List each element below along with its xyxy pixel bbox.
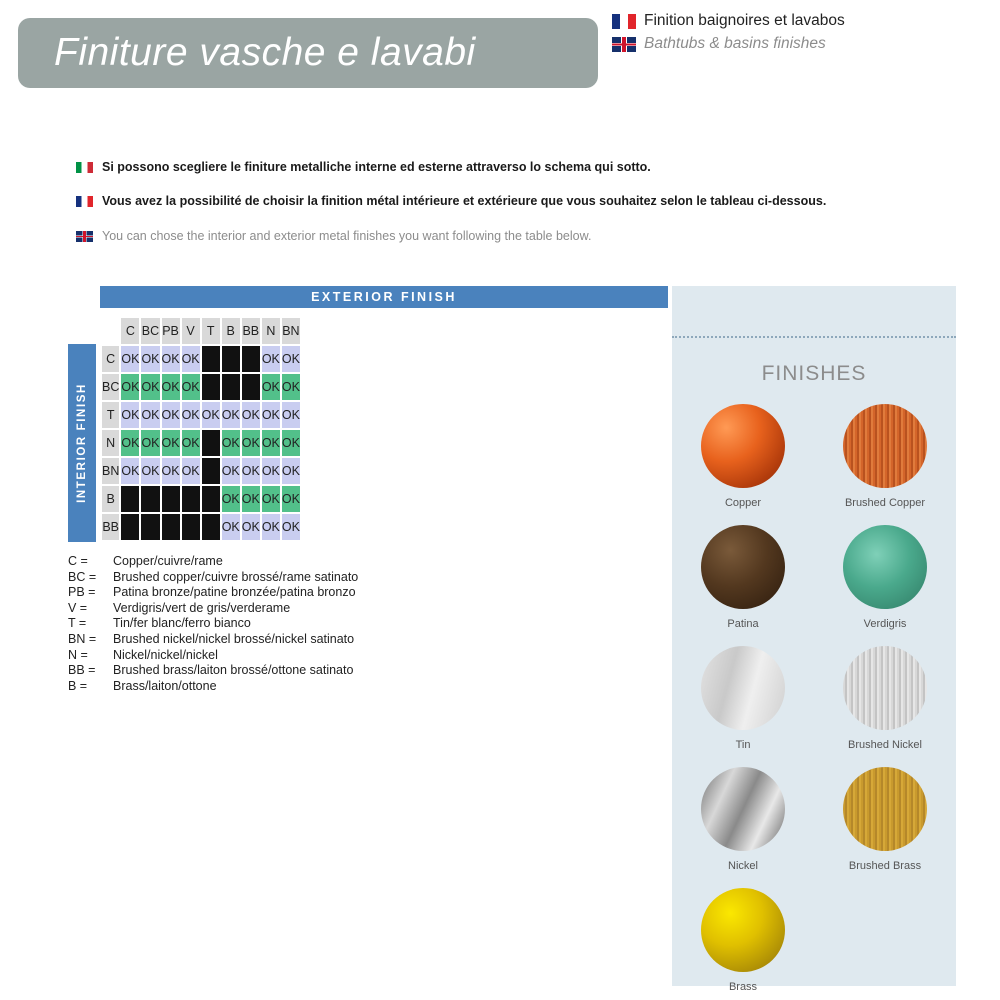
matrix-row-header: T: [102, 402, 119, 428]
matrix-cell: [141, 486, 159, 512]
matrix-cell: OK: [141, 374, 159, 400]
patina-swatch-icon: [701, 525, 785, 609]
finish-swatch: [672, 404, 814, 509]
matrix-cell: [202, 514, 220, 540]
legend-code: BC =: [68, 569, 97, 584]
legend-description: Tin/fer blanc/ferro bianco: [113, 616, 251, 631]
matrix-column-header: T: [202, 318, 220, 344]
matrix-column-header: N: [262, 318, 280, 344]
finish-swatch-label: Brass: [728, 981, 758, 993]
matrix-cell: OK: [242, 402, 260, 428]
legend-description: Copper/cuivre/rame: [113, 554, 223, 568]
matrix-column-header: PB: [162, 318, 180, 344]
intro-french: [76, 194, 826, 208]
matrix-row: [102, 458, 300, 484]
matrix-row-header: B: [102, 486, 119, 512]
finish-swatch-label: Copper: [724, 497, 762, 509]
matrix-table: [100, 316, 302, 542]
matrix-column-header: BB: [242, 318, 260, 344]
legend-code: B =: [68, 678, 88, 693]
matrix-cell: OK: [262, 514, 280, 540]
matrix-row-header: BN: [102, 458, 119, 484]
matrix-row: [102, 514, 300, 540]
legend-code: PB =: [68, 585, 96, 600]
matrix-cell: [141, 514, 159, 540]
matrix-cell: [222, 346, 240, 372]
matrix-cell: [222, 374, 240, 400]
finish-swatch: [672, 767, 814, 872]
matrix-cell: OK: [222, 486, 240, 512]
brushed-copper-swatch-icon: [843, 404, 927, 488]
matrix-cell: OK: [182, 458, 200, 484]
matrix-cell: OK: [242, 430, 260, 456]
matrix-row-header: C: [102, 346, 119, 372]
finish-swatch-label: Nickel: [728, 860, 758, 872]
matrix-cell: OK: [162, 346, 180, 372]
legend-item: [68, 632, 358, 648]
legend-description: Nickel/nickel/nickel: [113, 647, 218, 662]
finish-swatch-label: Brushed Copper: [844, 497, 926, 509]
finishes-title: FINISHES: [761, 362, 867, 385]
legend: [68, 554, 358, 694]
title-banner: [18, 18, 598, 88]
matrix-cell: OK: [121, 374, 139, 400]
legend-code: BB =: [68, 663, 96, 678]
matrix-cell: [202, 374, 220, 400]
intro-english: [76, 229, 591, 243]
intro-french-text: Vous avez la possibilité de choisir la finition métal intérieure et extérieure que vous souhaitez selon le tableau ci-dessous.: [102, 194, 827, 208]
finish-swatch-label: Verdigris: [863, 618, 907, 630]
matrix-cell: OK: [202, 402, 220, 428]
matrix-corner-cell: [102, 318, 119, 344]
legend-code: T =: [68, 616, 87, 631]
matrix-cell: [202, 458, 220, 484]
legend-item: [68, 648, 358, 664]
header-french-line: [612, 12, 845, 30]
panel-divider: [672, 336, 956, 338]
intro-italian: [76, 160, 651, 174]
matrix-cell: OK: [262, 402, 280, 428]
header-title-fr: Finition baignoires et lavabos: [644, 12, 845, 29]
legend-description: Brushed nickel/nickel brossé/nickel satinato: [113, 631, 355, 646]
matrix-cell: [162, 486, 180, 512]
matrix-cell: OK: [222, 430, 240, 456]
matrix-cell: OK: [242, 486, 260, 512]
matrix-row: [102, 374, 300, 400]
matrix-cell: OK: [162, 374, 180, 400]
france-flag-icon: [612, 14, 636, 29]
legend-item: [68, 601, 358, 617]
tin-swatch-icon: [701, 646, 785, 730]
legend-description: Brushed brass/laiton brossé/ottone satinato: [113, 663, 354, 678]
matrix-row-header: N: [102, 430, 119, 456]
matrix-cell: OK: [262, 346, 280, 372]
matrix-column-header: V: [182, 318, 200, 344]
matrix-cell: [182, 486, 200, 512]
matrix-cell: OK: [242, 458, 260, 484]
finishes-swatch-grid: [672, 404, 956, 1000]
matrix-column-header: C: [121, 318, 139, 344]
finish-swatch: [672, 525, 814, 630]
matrix-column-header: BC: [141, 318, 159, 344]
legend-code: BN =: [68, 631, 97, 646]
legend-item: [68, 570, 358, 586]
matrix-cell: OK: [141, 346, 159, 372]
matrix-cell: OK: [282, 514, 300, 540]
legend-item: [68, 585, 358, 601]
finish-swatch: [672, 646, 814, 751]
finishes-panel: [672, 286, 956, 993]
matrix-cell: OK: [222, 458, 240, 484]
matrix-cell: OK: [182, 402, 200, 428]
finish-swatch: [814, 525, 956, 630]
matrix-cell: OK: [282, 430, 300, 456]
matrix-cell: OK: [282, 458, 300, 484]
matrix-cell: OK: [182, 346, 200, 372]
finish-swatch: [814, 404, 956, 509]
legend-code: C =: [68, 554, 88, 568]
legend-item: [68, 679, 358, 695]
matrix-cell: [202, 346, 220, 372]
finish-swatch-label: Brushed Brass: [848, 860, 922, 872]
matrix-cell: OK: [141, 458, 159, 484]
matrix-cell: OK: [141, 430, 159, 456]
matrix-cell: OK: [121, 458, 139, 484]
uk-flag-icon: [612, 37, 636, 52]
exterior-finish-header: EXTERIOR FINISH: [100, 286, 668, 308]
header-english-line: [612, 35, 826, 53]
legend-description: Verdigris/vert de gris/verderame: [113, 600, 291, 615]
matrix-cell: OK: [262, 430, 280, 456]
matrix-cell: OK: [121, 402, 139, 428]
brushed-brass-swatch-icon: [843, 767, 927, 851]
matrix-cell: OK: [141, 402, 159, 428]
finish-swatch: [814, 767, 956, 872]
legend-code: N =: [68, 647, 88, 662]
italy-flag-icon: [76, 162, 93, 173]
legend-item: [68, 663, 358, 679]
matrix-cell: OK: [222, 514, 240, 540]
nickel-swatch-icon: [701, 767, 785, 851]
copper-swatch-icon: [701, 404, 785, 488]
legend-description: Brushed copper/cuivre brossé/rame satinato: [113, 569, 359, 584]
matrix-row-header: BC: [102, 374, 119, 400]
matrix-cell: OK: [222, 402, 240, 428]
matrix-cell: [202, 430, 220, 456]
finish-swatch-label: Patina: [727, 618, 759, 630]
matrix-cell: OK: [182, 430, 200, 456]
matrix-cell: [242, 374, 260, 400]
matrix-cell: OK: [262, 486, 280, 512]
uk-flag-icon: [76, 231, 93, 242]
legend-code: V =: [68, 600, 88, 615]
matrix-cell: [182, 514, 200, 540]
matrix-cell: OK: [262, 458, 280, 484]
matrix-cell: OK: [182, 374, 200, 400]
matrix-cell: [121, 514, 139, 540]
brass-swatch-icon: [701, 888, 785, 972]
matrix-cell: [202, 486, 220, 512]
interior-finish-header: INTERIOR FINISH: [68, 344, 96, 542]
legend-description: Brass/laiton/ottone: [113, 678, 217, 693]
matrix-row-header: BB: [102, 514, 119, 540]
finish-swatch: [814, 646, 956, 751]
matrix-column-header: BN: [282, 318, 300, 344]
legend-description: Patina bronze/patine bronzée/patina bronzo: [113, 585, 356, 600]
matrix-cell: OK: [121, 346, 139, 372]
matrix-row: [102, 430, 300, 456]
matrix-cell: OK: [162, 430, 180, 456]
matrix-row: [102, 346, 300, 372]
france-flag-icon: [76, 196, 93, 207]
finish-swatch-label: Tin: [735, 739, 751, 751]
matrix-header-row: [102, 318, 300, 344]
matrix-cell: OK: [162, 458, 180, 484]
matrix-cell: [162, 514, 180, 540]
matrix-cell: OK: [282, 374, 300, 400]
page-title: Finiture vasche e lavabi: [54, 31, 476, 74]
intro-italian-text: Si possono scegliere le finiture metalliche interne ed esterne attraverso lo schema qui sotto.: [102, 160, 651, 174]
legend-item: [68, 554, 358, 570]
matrix-row: [102, 486, 300, 512]
verdigris-swatch-icon: [843, 525, 927, 609]
matrix-row: [102, 402, 300, 428]
matrix-cell: OK: [282, 346, 300, 372]
matrix-cell: OK: [282, 402, 300, 428]
finish-swatch-label: Brushed Nickel: [848, 739, 922, 751]
matrix-cell: OK: [262, 374, 280, 400]
matrix-cell: [121, 486, 139, 512]
brushed-nickel-swatch-icon: [843, 646, 927, 730]
finish-swatch: [672, 888, 814, 993]
intro-english-text: You can chose the interior and exterior metal finishes you want following the table below.: [102, 229, 592, 243]
matrix-cell: OK: [121, 430, 139, 456]
legend-item: [68, 616, 358, 632]
matrix-column-header: B: [222, 318, 240, 344]
header-title-en: Bathtubs & basins finishes: [644, 35, 826, 52]
matrix-cell: OK: [282, 486, 300, 512]
matrix-cell: OK: [242, 514, 260, 540]
matrix-cell: OK: [162, 402, 180, 428]
matrix-cell: [242, 346, 260, 372]
